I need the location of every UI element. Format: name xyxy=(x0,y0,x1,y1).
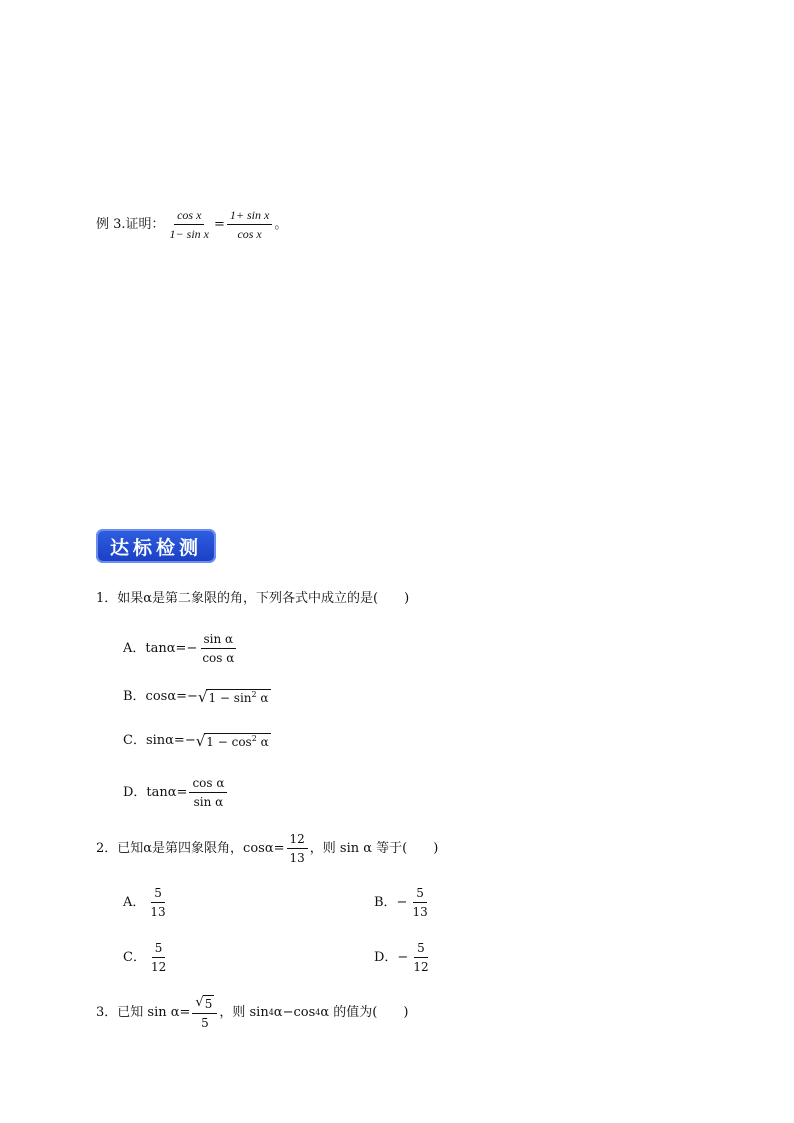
radicand-end: α xyxy=(256,691,269,705)
question-3-stem-end: α 的值为( ) xyxy=(320,1004,409,1020)
option-c-sqrt xyxy=(196,733,271,749)
question-3-numerator xyxy=(192,995,217,1014)
option-a-label: A． xyxy=(123,894,146,910)
lhs-numerator: cos x xyxy=(174,208,204,225)
question-1-stem: 1．如果α是第二象限的角，下列各式中成立的是( ) xyxy=(96,591,410,606)
option-d-denominator: 12 xyxy=(413,960,429,974)
option-c-label: C．sinα=− xyxy=(123,733,196,748)
option-d-numerator: 5 xyxy=(414,941,428,958)
option-d-numerator: cos α xyxy=(189,776,227,793)
question-3-stem: 3．已知 sin α= √ 5 5 ，则 sin 4 α−cos 4 α 的值为( ) xyxy=(96,995,409,1030)
option-a-fraction xyxy=(199,632,237,665)
exponent: 2 xyxy=(251,734,257,743)
option-c-denominator: 12 xyxy=(150,960,167,974)
question-3-fraction xyxy=(192,995,217,1030)
question-1-option-c xyxy=(123,732,271,750)
radical-sign: √ xyxy=(195,732,206,750)
rhs-denominator: cos x xyxy=(237,227,262,241)
option-a-numerator: 5 xyxy=(151,886,165,903)
option-d-fraction xyxy=(410,941,431,974)
stem-numerator: 12 xyxy=(287,832,308,849)
question-2-option-a xyxy=(123,886,171,919)
option-d-denominator: sin α xyxy=(193,795,224,809)
question-2-option-c xyxy=(123,941,171,974)
question-3-stem-start: 3．已知 sin α= xyxy=(96,1004,191,1020)
option-a-fraction xyxy=(147,886,168,919)
radicand-end: α xyxy=(256,735,269,749)
question-3-minus-cos: α−cos xyxy=(273,1004,316,1020)
option-c-label: C． xyxy=(123,949,146,965)
question-2-option-d xyxy=(374,941,434,974)
question-1-option-d xyxy=(123,776,229,809)
option-b-radicand xyxy=(206,689,270,705)
question-3-denominator: 5 xyxy=(201,1016,209,1030)
option-a-denominator: 13 xyxy=(150,905,166,919)
radicand-text: 1 − sin xyxy=(208,691,252,705)
question-2-stem-start: 2．已知α是第四象限角，cosα= xyxy=(96,840,285,856)
option-b-label: B．− xyxy=(374,894,408,910)
question-3-stem-middle: ，则 sin xyxy=(219,1004,269,1020)
stem-denominator: 13 xyxy=(289,851,305,865)
option-d-label: D．tanα= xyxy=(123,784,188,800)
equals-sign: = xyxy=(213,216,225,232)
option-c-radicand xyxy=(204,733,270,749)
question-2-stem-fraction xyxy=(287,832,308,865)
option-a-denominator: cos α xyxy=(202,651,235,665)
option-b-numerator: 5 xyxy=(413,886,427,903)
radical-sign: √ xyxy=(195,995,204,1010)
section-badge: 达标检测 xyxy=(96,529,216,563)
sqrt-five xyxy=(195,995,214,1011)
rhs-numerator: 1+ sin x xyxy=(227,208,272,225)
option-c-fraction xyxy=(148,941,169,974)
option-d-label: D．− xyxy=(374,949,409,965)
option-c-numerator: 5 xyxy=(152,941,166,958)
option-a-label: A．tanα=− xyxy=(123,640,198,656)
question-2-option-b xyxy=(374,886,433,919)
option-b-sqrt xyxy=(198,689,271,705)
question-2-stem xyxy=(96,832,438,865)
radicand-text: 1 − cos xyxy=(206,735,252,749)
example-3-lhs-fraction xyxy=(167,208,212,241)
example-3-rhs-fraction xyxy=(227,208,272,241)
option-b-fraction xyxy=(409,886,430,919)
option-b-denominator: 13 xyxy=(412,905,428,919)
option-a-numerator: sin α xyxy=(201,632,237,649)
question-1-option-a xyxy=(123,632,239,665)
question-2-stem-end: ，则 sin α 等于( ) xyxy=(309,840,439,856)
example-3 xyxy=(96,208,287,241)
radicand: 5 xyxy=(204,997,213,1011)
example-3-end-mark: 。 xyxy=(274,216,288,232)
exponent: 2 xyxy=(251,690,257,699)
radical-sign: √ xyxy=(197,688,208,706)
question-1-option-b xyxy=(123,688,271,706)
option-d-fraction xyxy=(189,776,227,809)
lhs-denominator: 1− sin x xyxy=(169,227,209,241)
example-3-label: 例 3.证明： xyxy=(96,216,165,232)
option-b-label: B．cosα=− xyxy=(123,689,198,704)
